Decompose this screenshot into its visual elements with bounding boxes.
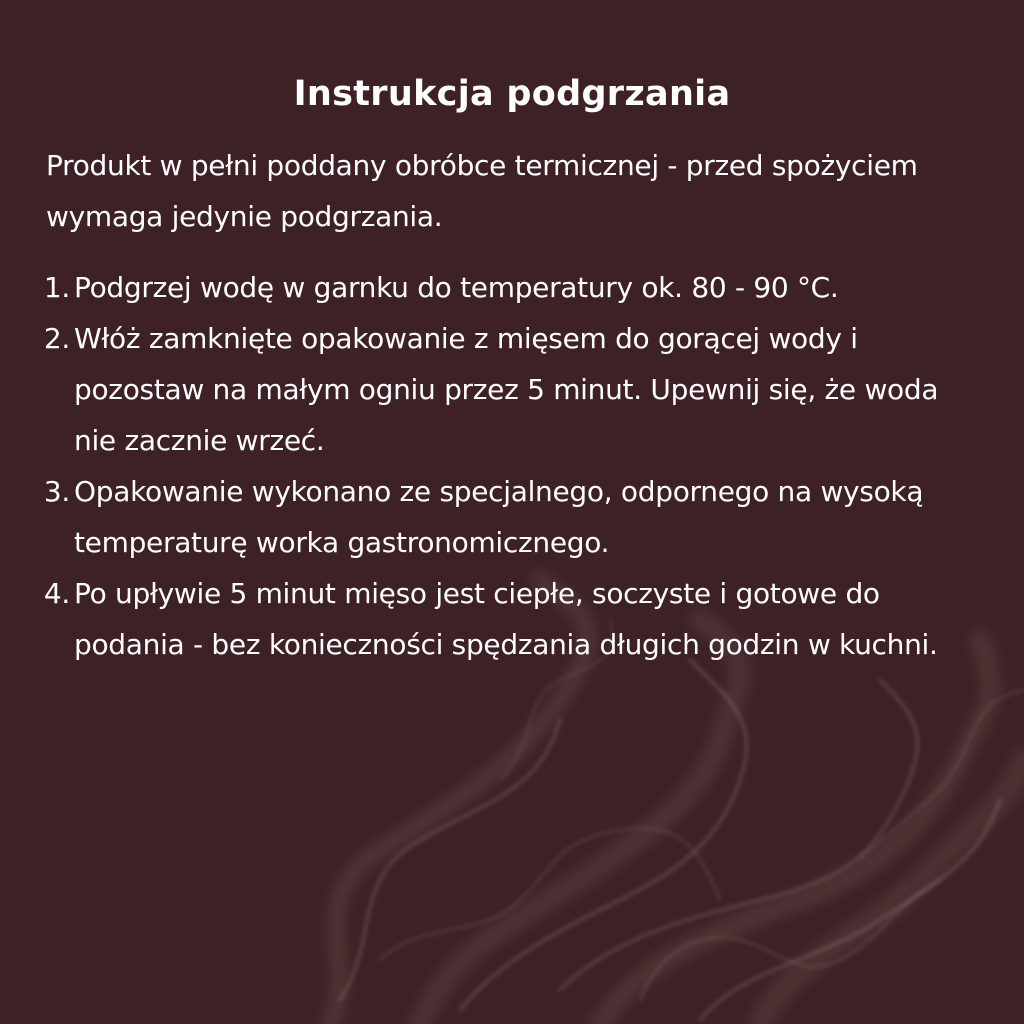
step-number: 2. (43, 322, 70, 355)
list-item-step-3 (40, 466, 980, 568)
steps-list (40, 262, 980, 670)
step-number: 1. (43, 271, 70, 304)
page-title: Instrukcja podgrzania (293, 74, 731, 114)
step-number: 3. (43, 475, 70, 508)
step-text: Podgrzej wodę w garnku do temperatury ok. 80 - 90 °C. (74, 271, 839, 304)
list-item-step-1 (40, 262, 980, 313)
step-text: Włóż zamknięte opakowanie z mięsem do gorącej wody i pozostaw na małym ogniu przez 5 minut. Upewnij się, że woda nie zacznie wrzeć. (74, 322, 939, 457)
list-item-step-4 (40, 568, 980, 670)
step-text: Opakowanie wykonano ze specjalnego, odpornego na wysoką temperaturę worka gastronomicznego. (74, 475, 924, 559)
intro-paragraph: Produkt w pełni poddany obróbce termicznej - przed spożyciem wymaga jedynie podgrzania. (46, 149, 918, 233)
step-text: Po upływie 5 minut mięso jest ciepłe, soczyste i gotowe do podania - bez konieczności spędzania długich godzin w kuchni. (74, 577, 938, 661)
step-number: 4. (43, 577, 70, 610)
list-item-step-2 (40, 313, 980, 466)
